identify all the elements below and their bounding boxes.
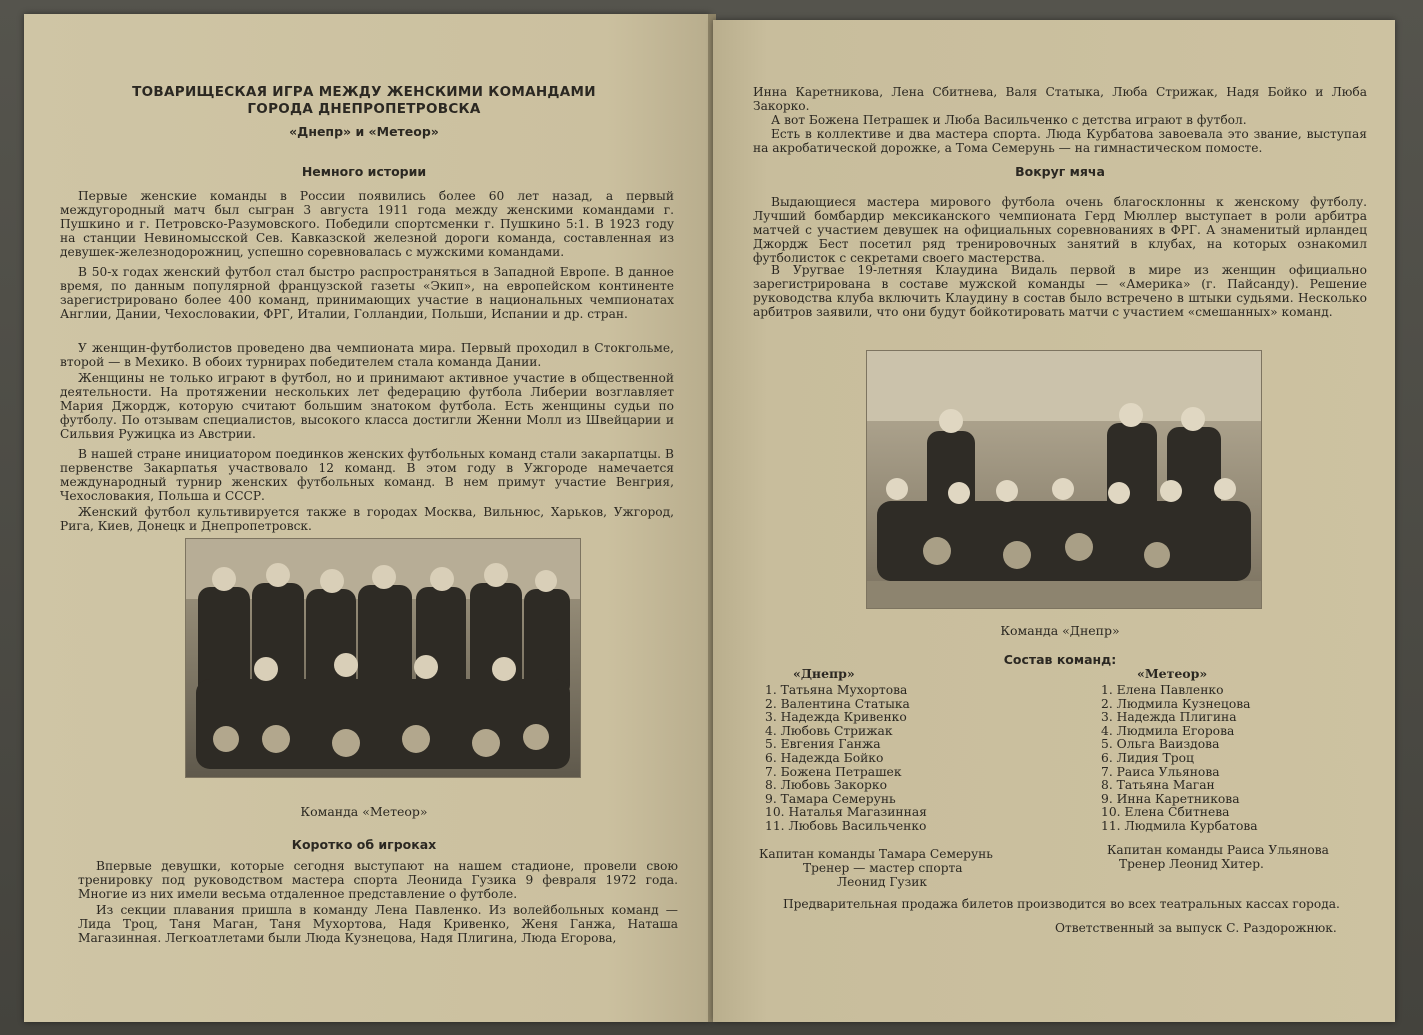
- dnepr-caption: Команда «Днепр»: [1000, 623, 1120, 638]
- roster-player: 2. Людмила Кузнецова: [1101, 696, 1251, 711]
- roster-player: 4. Людмила Егорова: [1101, 723, 1235, 738]
- meteor-roster: [1101, 684, 1258, 834]
- roster-player: 3. Надежда Плигина: [1101, 710, 1237, 725]
- roster-player: 8. Татьяна Маган: [1101, 778, 1215, 793]
- roster-player: 10. Наталья Магазинная: [765, 805, 927, 820]
- roster-player: 5. Евгения Ганжа: [765, 737, 881, 752]
- ball-heading: Вокруг мяча: [1015, 164, 1105, 179]
- paragraph: Выдающиеся мастера мирового футбола очень благосклонны к женскому футболу. Лучший бомбардир мексиканского чемпионата Герд Мюллер выступает в роли арбитра матчей с участием девушек на официальных соревнованиях в ФРГ. А знаменитый ирландец Джордж Бест посетил ряд тренировочных занятий в клубах, на которых ознакомил футболисток с секретами своего мастерства.: [753, 195, 1367, 265]
- tickets-note: Предварительная продажа билетов производится во всех театральных кассах города.: [783, 897, 1340, 911]
- roster-player: 9. Тамара Семерунь: [765, 791, 896, 806]
- paragraph: В Уругвае 19-летняя Клаудина Видаль первой в мире из женщин официально зарегистрирована в составе мужской команды — «Америка» (г. Пайсанду). Решение руководства клуба включить Клаудину в состав было встречено в штыки судьями. Несколько арбитров заявили, что они будут бойкотировать матчи с участием «смешанных» команд.: [753, 263, 1367, 319]
- roster-heading: Состав команд:: [1003, 652, 1117, 667]
- roster-player: 1. Елена Павленко: [1101, 683, 1224, 697]
- team-dnepr-photo: [866, 350, 1262, 609]
- roster-player: 9. Инна Каретникова: [1101, 791, 1240, 806]
- paragraph: В 50-х годах женский футбол стал быстро распространяться в Западной Европе. В данное время, по данным популярной французской газеты «Экип», на европейском континенте зарегистрировано более 400 команд, принимающих участие в национальных чемпионатах Англии, Дании, Чехословакии, ФРГ, Италии, Голландии, Польши, Испании и др. стран.: [60, 265, 674, 321]
- players-heading: Коротко об игроках: [291, 837, 437, 852]
- dnepr-captain: Капитан команды Тамара Семерунь: [759, 847, 993, 861]
- paragraph: Женщины не только играют в футбол, но и принимают активное участие в общественной деятельности. На протяжении нескольких лет федерацию футбола Либерии возглавляет Мария Джордж, которую считают большим знатоком футбола. Есть женщины судьи по футболу. По отзывам специалистов, высокого класса достигли Женни Молл из Швейцарии и Сильвия Ружицка из Австрии.: [60, 371, 674, 441]
- roster-player: 2. Валентина Статыка: [765, 696, 910, 711]
- roster-player: 4. Любовь Стрижак: [765, 723, 893, 738]
- meteor-captain: Капитан команды Раиса Ульянова: [1107, 843, 1329, 857]
- roster-player: 5. Ольга Ваиздова: [1101, 737, 1220, 752]
- paragraph: Первые женские команды в России появились более 60 лет назад, а первый междугородный матч был сыгран 3 августа 1911 года между женскими командами г. Пушкино и г. Петровско-Разумовского. Победили спортсменки г. Пушкино 5:1. В 1923 году на станции Невиномысской Сев. Кавказской железной дороги команда, составленная из девушек-железнодорожниц, успешно соревновалась с мужскими командами.: [60, 189, 674, 259]
- roster-player: 7. Раиса Ульянова: [1101, 764, 1220, 779]
- paragraph: В нашей стране инициатором поединков женских футбольных команд стали закарпатцы. В первенстве Закарпатья участвовало 12 команд. В этом году в Ужгороде намечается международный турнир женских футбольных команд. В нем примут участие Венгрия, Чехословакия, Польша и СССР.: [60, 447, 674, 503]
- roster-player: 11. Людмила Курбатова: [1101, 818, 1258, 833]
- history-heading: Немного истории: [301, 164, 427, 179]
- roster-player: 10. Елена Сбитнева: [1101, 805, 1230, 820]
- title-line-1: ТОВАРИЩЕСКАЯ ИГРА МЕЖДУ ЖЕНСКИМИ КОМАНДАМИ: [132, 84, 596, 100]
- dnepr-coach-name: Леонид Гузик: [837, 875, 927, 889]
- teams-subtitle: «Днепр» и «Метеор»: [289, 124, 439, 139]
- dnepr-heading: «Днепр»: [793, 666, 855, 681]
- roster-player: 7. Божена Петрашек: [765, 764, 902, 779]
- paragraph: Из секции плавания пришла в команду Лена Павленко. Из волейбольных команд — Лида Троц, Таня Маган, Таня Мухортова, Надя Кривенко, Женя Ганжа, Наташа Магазинная. Легкоатлетами были Люда Кузнецова, Надя Плигина, Люда Егорова,: [78, 903, 678, 945]
- roster-player: 6. Лидия Троц: [1101, 750, 1194, 765]
- dnepr-roster: [765, 684, 927, 834]
- left-page: [24, 14, 710, 1022]
- meteor-heading: «Метеор»: [1137, 666, 1208, 681]
- roster-player: 8. Любовь Закорко: [765, 778, 887, 793]
- paragraph: Инна Каретникова, Лена Сбитнева, Валя Статыка, Люба Стрижак, Надя Бойко и Люба Закорко.: [753, 85, 1367, 113]
- roster-player: 11. Любовь Васильченко: [765, 818, 927, 833]
- right-page: [713, 20, 1395, 1022]
- dnepr-coach: Тренер — мастер спорта: [803, 861, 963, 875]
- roster-player: 3. Надежда Кривенко: [765, 710, 907, 725]
- paragraph: У женщин-футболистов проведено два чемпионата мира. Первый проходил в Стокгольме, второй — в Мехико. В обоих турнирах победителем стала команда Дании.: [60, 341, 674, 369]
- meteor-caption: Команда «Метеор»: [300, 804, 428, 819]
- responsible-note: Ответственный за выпуск С. Раздорожнюк.: [1055, 921, 1337, 935]
- roster-player: 6. Надежда Бойко: [765, 750, 884, 765]
- title-line-2: ГОРОДА ДНЕПРОПЕТРОВСКА: [247, 101, 481, 117]
- team-meteor-photo: [185, 538, 581, 778]
- paragraph: А вот Божена Петрашек и Люба Васильченко с детства играют в футбол.: [771, 113, 1247, 127]
- paragraph: Есть в коллективе и два мастера спорта. Люда Курбатова завоевала это звание, выступая на акробатической дорожке, а Тома Семерунь — на гимнастическом помосте.: [753, 127, 1367, 155]
- paragraph: Впервые девушки, которые сегодня выступают на нашем стадионе, провели свою тренировку под руководством мастера спорта Леонида Гузика 9 февраля 1972 года. Многие из них имели весьма отдаленное представление о футболе.: [78, 859, 678, 901]
- meteor-coach: Тренер Леонид Хитер.: [1119, 857, 1264, 871]
- roster-player: 1. Татьяна Мухортова: [765, 683, 908, 697]
- paragraph: Женский футбол культивируется также в городах Москва, Вильнюс, Харьков, Ужгород, Рига, Киев, Донецк и Днепропетровск.: [60, 505, 674, 533]
- page-title: [64, 84, 664, 118]
